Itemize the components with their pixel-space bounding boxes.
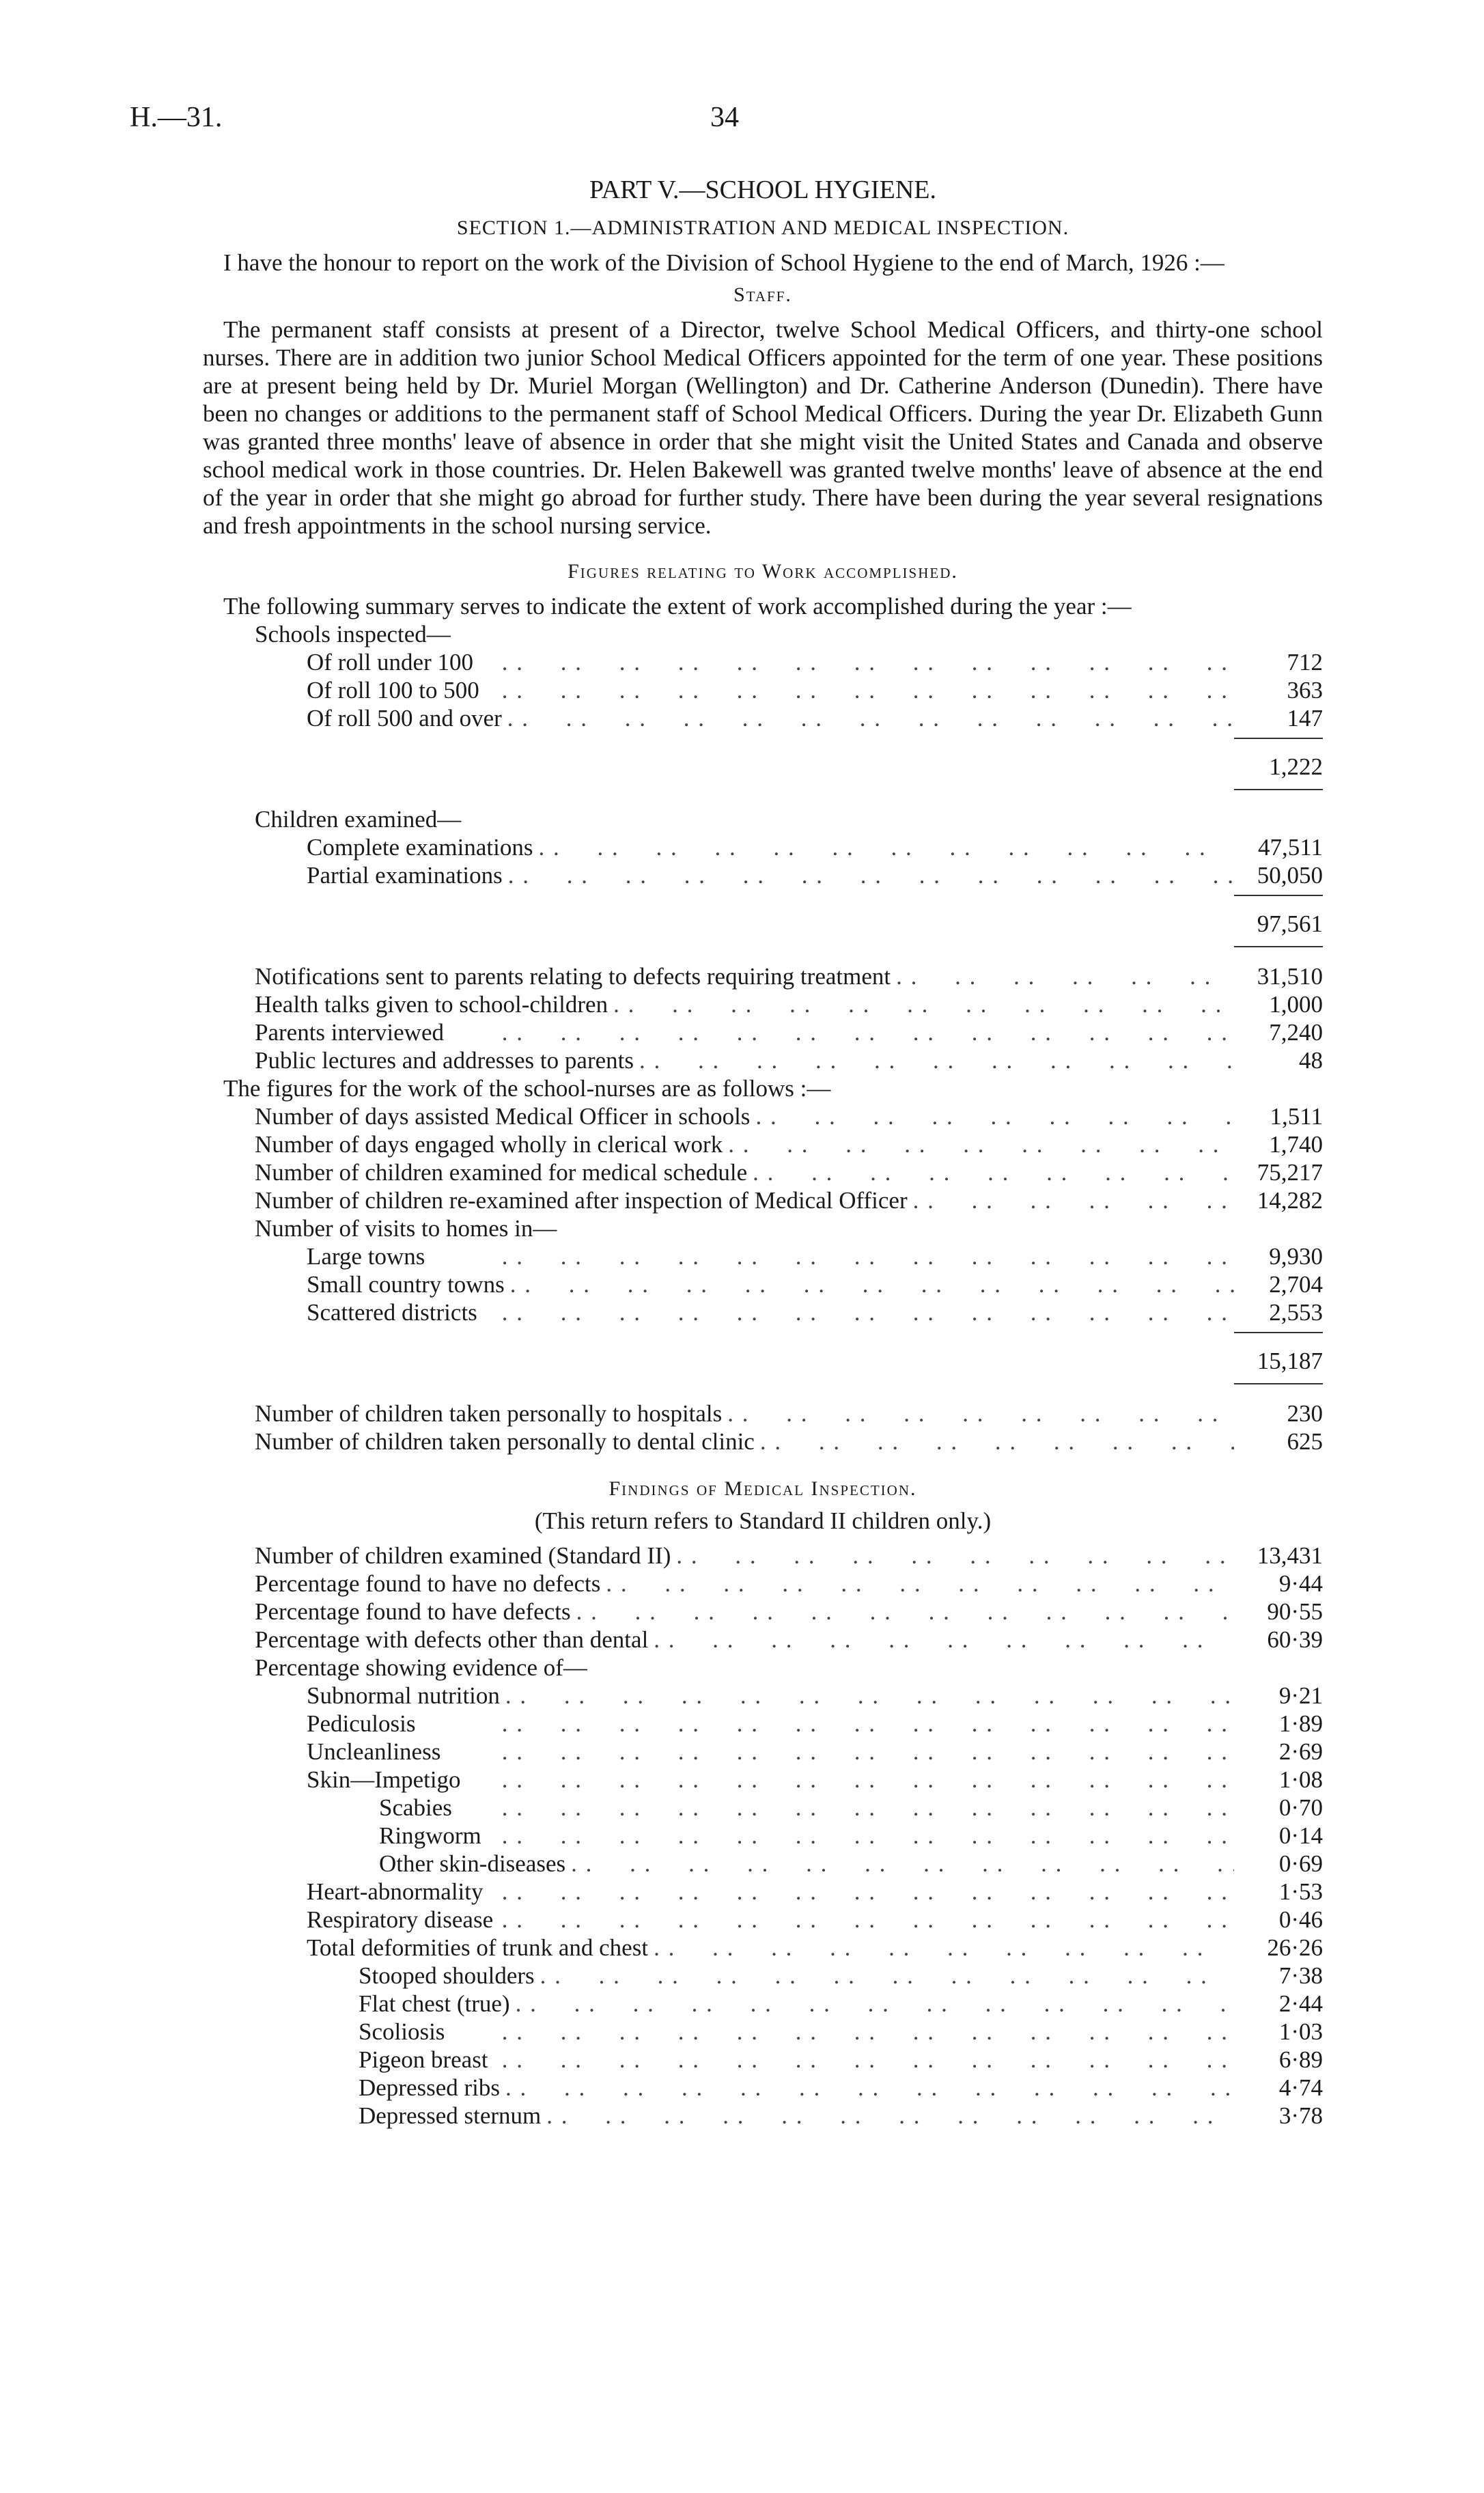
children-total: 97,561	[1234, 895, 1323, 947]
table-row	[203, 1542, 1323, 1570]
table-row	[203, 1158, 1323, 1186]
row-value: 1,000	[1269, 991, 1323, 1018]
row-value: 0·69	[1278, 1850, 1323, 1877]
row-label: Partial examinations	[307, 862, 503, 889]
row-value: 48	[1299, 1047, 1323, 1074]
leader-dots	[444, 1018, 1234, 1046]
schools-total-block	[203, 732, 1323, 805]
leader-dots	[750, 1102, 1234, 1130]
row-label: Scattered districts	[307, 1299, 477, 1326]
intro-paragraph: I have the honour to report on the work of the Division of School Hygiene to the end of March, 1926 :—	[223, 249, 1224, 276]
leader-dots	[755, 1427, 1234, 1456]
row-label: Percentage found to have no defects	[255, 1570, 601, 1597]
nurses-intro: The figures for the work of the school-nurses are as follows :—	[223, 1075, 831, 1102]
leader-dots	[445, 2018, 1234, 2046]
leader-dots	[541, 2102, 1234, 2130]
schools-total: 1,222	[1234, 738, 1323, 790]
row-value: 1,511	[1270, 1103, 1323, 1130]
visits-total: 15,187	[1234, 1332, 1323, 1384]
row-value: 1,740	[1269, 1131, 1323, 1158]
row-label: Respiratory disease	[307, 1906, 494, 1933]
row-value: 1·08	[1278, 1766, 1323, 1793]
row-label: Stooped shoulders	[359, 1962, 535, 1989]
leader-dots	[747, 1158, 1234, 1186]
table-row	[203, 1427, 1323, 1456]
table-row	[203, 676, 1323, 704]
row-value: 60·39	[1267, 1626, 1323, 1653]
row-label: Complete examinations	[307, 834, 533, 861]
leader-dots	[565, 1850, 1234, 1878]
table-row	[203, 1018, 1323, 1046]
row-value: 0·14	[1278, 1822, 1323, 1849]
visits-heading: Number of visits to homes in—	[255, 1215, 557, 1242]
leader-dots	[671, 1542, 1234, 1570]
figures-intro: The following summary serves to indicate the extent of work accomplished during the year :—	[223, 593, 1132, 619]
table-row	[203, 1130, 1323, 1158]
row-value: 625	[1287, 1428, 1323, 1455]
leader-dots	[440, 1738, 1234, 1766]
row-value: 2,704	[1269, 1271, 1323, 1298]
row-value: 9·44	[1278, 1570, 1323, 1597]
row-value: 147	[1287, 705, 1323, 732]
row-label: Parents interviewed	[255, 1019, 444, 1046]
leader-dots	[481, 1822, 1234, 1850]
row-label: Scoliosis	[359, 2018, 445, 2045]
table-row	[203, 1102, 1323, 1130]
leader-dots	[488, 2046, 1234, 2074]
leader-dots	[505, 1270, 1234, 1298]
leader-dots	[600, 1570, 1234, 1598]
leader-dots	[648, 1626, 1234, 1654]
row-label: Public lectures and addresses to parents	[255, 1047, 634, 1074]
leader-dots	[473, 648, 1234, 676]
row-label: Ringworm	[379, 1822, 481, 1849]
table-row	[203, 1399, 1323, 1427]
row-value: 9,930	[1269, 1243, 1323, 1270]
row-label: Total deformities of trunk and chest	[307, 1934, 649, 1961]
row-label: Number of days assisted Medical Officer in schools	[255, 1103, 751, 1130]
row-label: Of roll under 100	[307, 649, 473, 676]
table-row	[203, 1710, 1323, 1738]
leader-dots	[608, 990, 1234, 1018]
table-row	[203, 2074, 1323, 2102]
row-label: Other skin-diseases	[379, 1850, 566, 1877]
row-label: Percentage with defects other than dental	[255, 1626, 649, 1653]
leader-dots	[891, 962, 1234, 990]
schools-heading: Schools inspected—	[255, 621, 451, 647]
leader-dots	[500, 1682, 1234, 1710]
row-value: 0·70	[1278, 1794, 1323, 1821]
row-label: Number of children taken personally to hospitals	[255, 1400, 723, 1427]
staff-heading: Staff.	[733, 283, 792, 306]
row-value: 1·89	[1278, 1710, 1323, 1737]
row-label: Large towns	[307, 1243, 425, 1270]
leader-dots	[503, 861, 1234, 889]
row-value: 1·53	[1278, 1878, 1323, 1905]
leader-dots	[722, 1399, 1234, 1427]
row-value: 47,511	[1258, 834, 1323, 861]
table-row	[203, 1242, 1323, 1270]
row-label: Small country towns	[307, 1271, 505, 1298]
row-label: Number of children re-examined after inspection of Medical Officer	[255, 1187, 908, 1214]
row-value: 2·69	[1278, 1738, 1323, 1765]
leader-dots	[493, 1906, 1234, 1934]
leader-dots	[648, 1934, 1234, 1962]
table-row	[203, 1990, 1323, 2018]
table-row	[203, 1962, 1323, 1990]
page-number: 34	[710, 102, 739, 133]
row-value: 1·03	[1278, 2018, 1323, 2045]
row-label: Number of days engaged wholly in clerical work	[255, 1131, 723, 1158]
leader-dots	[908, 1186, 1234, 1214]
table-row	[203, 1738, 1323, 1766]
row-label: Depressed ribs	[359, 2074, 501, 2101]
findings-heading: Findings of Medical Inspection.	[608, 1477, 917, 1500]
row-label: Number of children examined for medical schedule	[255, 1159, 748, 1186]
table-row	[203, 2018, 1323, 2046]
table-row	[203, 1766, 1323, 1794]
row-label: Pigeon breast	[359, 2046, 488, 2073]
row-label: Depressed sternum	[359, 2102, 542, 2129]
row-label: Scabies	[379, 1794, 452, 1821]
figures-heading: Figures relating to Work accomplished.	[568, 560, 958, 583]
table-row	[203, 1934, 1323, 1962]
row-label: Uncleanliness	[307, 1738, 441, 1765]
row-value: 2·44	[1278, 1990, 1323, 2017]
table-row	[203, 1570, 1323, 1598]
leader-dots	[452, 1794, 1234, 1822]
row-label: Subnormal nutrition	[307, 1682, 500, 1709]
table-row	[203, 1046, 1323, 1074]
row-value: 0·46	[1278, 1906, 1323, 1933]
table-row	[203, 1822, 1323, 1850]
row-value: 3·78	[1278, 2102, 1323, 2129]
row-label: Of roll 100 to 500	[307, 677, 479, 704]
table-row	[203, 962, 1323, 990]
table-row	[203, 1878, 1323, 1906]
row-label: Of roll 500 and over	[307, 705, 502, 732]
row-label: Notifications sent to parents relating to defects requiring treatment	[255, 963, 891, 990]
row-label: Number of children examined (Standard II)	[255, 1542, 671, 1569]
row-label: Percentage found to have defects	[255, 1598, 571, 1625]
row-value: 13,431	[1257, 1542, 1323, 1569]
row-value: 26·26	[1267, 1934, 1323, 1961]
leader-dots	[484, 1878, 1234, 1906]
leader-dots	[510, 1990, 1234, 2018]
section-title: SECTION 1.—ADMINISTRATION AND MEDICAL INSPECTION.	[456, 217, 1069, 239]
row-value: 7·38	[1278, 1962, 1323, 1989]
row-label: Flat chest (true)	[359, 1990, 510, 2017]
row-value: 50,050	[1257, 862, 1323, 889]
row-value: 31,510	[1257, 963, 1323, 990]
row-value: 363	[1287, 677, 1323, 704]
table-row	[203, 833, 1323, 861]
leader-dots	[535, 1962, 1234, 1990]
table-row	[203, 648, 1323, 676]
leader-dots	[461, 1766, 1234, 1794]
table-row	[203, 1598, 1323, 1626]
leader-dots	[502, 704, 1234, 732]
leader-dots	[415, 1710, 1234, 1738]
leader-dots	[571, 1598, 1234, 1626]
row-label: Health talks given to school-children	[255, 991, 608, 1018]
row-value: 6·89	[1278, 2046, 1323, 2073]
table-row	[203, 1794, 1323, 1822]
evidence-heading: Percentage showing evidence of—	[255, 1654, 587, 1681]
report-reference: H.—31.	[130, 102, 223, 133]
row-label: Skin—Impetigo	[307, 1766, 461, 1793]
row-value: 7,240	[1269, 1019, 1323, 1046]
leader-dots	[723, 1130, 1234, 1158]
table-row	[203, 1298, 1323, 1326]
leader-dots	[634, 1046, 1234, 1074]
table-row	[203, 704, 1323, 732]
table-row	[203, 2102, 1323, 2130]
row-value: 2,553	[1269, 1299, 1323, 1326]
part-title: PART V.—SCHOOL HYGIENE.	[589, 176, 936, 204]
leader-dots	[479, 676, 1234, 704]
table-row	[203, 1682, 1323, 1710]
row-value: 230	[1287, 1400, 1323, 1427]
leader-dots	[425, 1242, 1234, 1270]
row-value: 712	[1287, 649, 1323, 676]
findings-note: (This return refers to Standard II children only.)	[534, 1507, 992, 1534]
row-label: Pediculosis	[307, 1710, 416, 1737]
children-total-block	[203, 889, 1323, 962]
table-row	[203, 2046, 1323, 2074]
leader-dots	[500, 2074, 1234, 2102]
visits-total-block	[203, 1326, 1323, 1399]
row-value: 14,282	[1257, 1187, 1323, 1214]
table-row	[203, 1850, 1323, 1878]
table-row	[203, 861, 1323, 889]
table-row	[203, 1626, 1323, 1654]
staff-paragraph: The permanent staff consists at present of a Director, twelve School Medical Officers, and thirty-one school nurses. There are in addition two junior School Medical Officers appointed for the term of one year. These positions are at present being held by Dr. Muriel Morgan (Wellington) and Dr. Catherine Anderson (Dunedin). There have been no changes or additions to the permanent staff of School Medical Officers. During the year Dr. Elizabeth Gunn was granted three months' leave of absence in order that she might visit the United States and Canada and observe school medical work in those countries. Dr. Helen Bakewell was granted twelve months' leave of absence at the end of the year in order that she might go abroad for further study. There have been during the year several resignations and fresh appointments in the school nursing service.	[203, 316, 1323, 539]
row-value: 75,217	[1257, 1159, 1323, 1186]
row-label: Heart-abnormality	[307, 1878, 484, 1905]
table-row	[203, 1906, 1323, 1934]
row-label: Number of children taken personally to dental clinic	[255, 1428, 755, 1455]
row-value: 9·21	[1278, 1682, 1323, 1709]
table-row	[203, 1186, 1323, 1214]
page-content	[203, 176, 1323, 2130]
table-row	[203, 990, 1323, 1018]
row-value: 4·74	[1278, 2074, 1323, 2101]
leader-dots	[477, 1298, 1234, 1326]
children-heading: Children examined—	[255, 806, 462, 833]
row-value: 90·55	[1267, 1598, 1323, 1625]
table-row	[203, 1270, 1323, 1298]
leader-dots	[533, 833, 1234, 861]
